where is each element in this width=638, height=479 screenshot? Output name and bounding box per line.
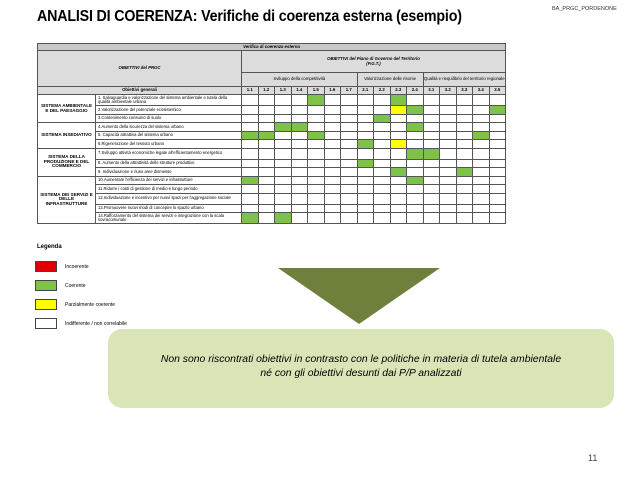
matrix-coherence-cell bbox=[324, 106, 341, 115]
conclusion-line-1: Non sono riscontrati obiettivi in contrasto con le politiche in materia di tutela ambientale bbox=[160, 354, 562, 365]
matrix-coherence-cell bbox=[440, 106, 457, 115]
matrix-coherence-cell bbox=[308, 114, 325, 123]
legend-item bbox=[35, 280, 235, 292]
matrix-column-code: 2.4 bbox=[407, 87, 424, 95]
matrix-objective-label: 8. Aumento della attrattività delle strutture produttive bbox=[96, 159, 242, 168]
matrix-coherence-cell bbox=[324, 148, 341, 159]
matrix-coherence-cell bbox=[489, 185, 506, 194]
matrix-objective-label: 10.Aumentare l'efficienza dei servizi e infrastrutture bbox=[96, 176, 242, 185]
matrix-coherence-cell bbox=[275, 131, 292, 140]
matrix-objective-label: 3.Contenimento consumo di suolo bbox=[96, 114, 242, 123]
matrix-coherence-cell bbox=[374, 159, 391, 168]
matrix-coherence-cell bbox=[473, 159, 490, 168]
matrix-coherence-cell bbox=[341, 204, 358, 213]
matrix-coherence-cell bbox=[374, 185, 391, 194]
matrix-coherence-cell bbox=[456, 185, 473, 194]
conclusion-box bbox=[108, 329, 614, 408]
matrix-objective-label: 6.Rigenerazione del tessuto urbano bbox=[96, 140, 242, 149]
matrix-coherence-cell bbox=[407, 114, 424, 123]
matrix-coherence-cell bbox=[473, 213, 490, 224]
matrix-coherence-cell bbox=[440, 176, 457, 185]
matrix-column-code: 2.3 bbox=[390, 87, 407, 95]
legend-swatch bbox=[35, 280, 57, 291]
matrix-right-header-line2: (P.G.T.) bbox=[366, 60, 381, 66]
matrix-coherence-cell bbox=[341, 106, 358, 115]
matrix-column-code: 3.5 bbox=[489, 87, 506, 95]
legend-label: Coerente bbox=[65, 283, 86, 289]
matrix-coherence-cell bbox=[275, 140, 292, 149]
matrix-column-code: 2.2 bbox=[374, 87, 391, 95]
matrix-area-label: SISTEMA AMBIENTALE E DEL PAESAGGIO bbox=[38, 95, 96, 123]
matrix-coherence-cell bbox=[275, 204, 292, 213]
matrix-objective-label: 11.Ridurre i costi di gestione di medio e lungo periodo bbox=[96, 185, 242, 194]
matrix-coherence-cell bbox=[275, 185, 292, 194]
matrix-left-header: OBIETTIVI del PRGC bbox=[38, 51, 242, 87]
matrix-coherence-cell bbox=[423, 106, 440, 115]
matrix-coherence-cell bbox=[341, 114, 358, 123]
matrix-coherence-cell bbox=[308, 168, 325, 177]
matrix-coherence-cell bbox=[242, 95, 259, 106]
matrix-coherence-cell bbox=[308, 159, 325, 168]
down-arrow-icon bbox=[278, 268, 440, 324]
matrix-coherence-cell bbox=[440, 148, 457, 159]
matrix-coherence-cell bbox=[357, 114, 374, 123]
matrix-coherence-cell bbox=[258, 95, 275, 106]
matrix-group-header: Sviluppo della competitività bbox=[242, 73, 358, 87]
matrix-coherence-cell bbox=[324, 193, 341, 204]
matrix-coherence-cell bbox=[324, 204, 341, 213]
matrix-coherence-cell bbox=[341, 131, 358, 140]
matrix-coherence-cell bbox=[473, 185, 490, 194]
matrix-coherence-cell bbox=[440, 168, 457, 177]
matrix-coherence-cell bbox=[440, 95, 457, 106]
matrix-coherence-cell bbox=[258, 185, 275, 194]
legend-item bbox=[35, 261, 235, 273]
matrix-coherence-cell bbox=[456, 106, 473, 115]
slide-title: ANALISI DI COERENZA: Verifiche di coerenza esterna (esempio) bbox=[37, 8, 462, 25]
conclusion-line-2: né con gli obiettivi desunti dai P/P analizzati bbox=[260, 368, 462, 379]
matrix-coherence-cell bbox=[275, 168, 292, 177]
matrix-coherence-cell bbox=[423, 176, 440, 185]
matrix-coherence-cell bbox=[275, 176, 292, 185]
matrix-coherence-cell bbox=[291, 168, 308, 177]
matrix-coherence-cell bbox=[357, 106, 374, 115]
matrix-coherence-cell bbox=[390, 106, 407, 115]
matrix-coherence-cell bbox=[489, 213, 506, 224]
matrix-objective-label: 4.Aumento della sicurezza del sistema urbano bbox=[96, 123, 242, 132]
matrix-coherence-cell bbox=[341, 95, 358, 106]
matrix-coherence-cell bbox=[242, 148, 259, 159]
matrix-coherence-cell bbox=[407, 204, 424, 213]
matrix-coherence-cell bbox=[423, 193, 440, 204]
matrix-coherence-cell bbox=[258, 204, 275, 213]
matrix-coherence-cell bbox=[324, 95, 341, 106]
matrix-coherence-cell bbox=[258, 106, 275, 115]
matrix-coherence-cell bbox=[456, 131, 473, 140]
matrix-coherence-cell bbox=[291, 193, 308, 204]
matrix-coherence-cell bbox=[275, 159, 292, 168]
matrix-coherence-cell bbox=[357, 131, 374, 140]
matrix-coherence-cell bbox=[324, 168, 341, 177]
matrix-coherence-cell bbox=[374, 193, 391, 204]
matrix-coherence-cell bbox=[423, 148, 440, 159]
matrix-coherence-cell bbox=[291, 140, 308, 149]
matrix-coherence-cell bbox=[407, 106, 424, 115]
matrix-coherence-cell bbox=[242, 168, 259, 177]
matrix-coherence-cell bbox=[242, 185, 259, 194]
matrix-coherence-cell bbox=[473, 204, 490, 213]
matrix-general-objectives-label: Obiettivi generali bbox=[38, 87, 242, 95]
matrix-coherence-cell bbox=[357, 213, 374, 224]
matrix-coherence-cell bbox=[341, 176, 358, 185]
matrix-coherence-cell bbox=[407, 95, 424, 106]
matrix-coherence-cell bbox=[473, 148, 490, 159]
matrix-objective-label: 9. Individuazione e riuso aree dismesse bbox=[96, 168, 242, 177]
matrix-objective-label: 1. Salvaguardia e valorizzazione del sistema ambientale e tutela della qualità ambientale urbana bbox=[96, 95, 242, 106]
matrix-coherence-cell bbox=[341, 168, 358, 177]
matrix-coherence-cell bbox=[275, 95, 292, 106]
matrix-coherence-cell bbox=[275, 193, 292, 204]
matrix-coherence-cell bbox=[390, 114, 407, 123]
matrix-coherence-cell bbox=[390, 159, 407, 168]
matrix-coherence-cell bbox=[357, 148, 374, 159]
matrix-coherence-cell bbox=[242, 131, 259, 140]
matrix-coherence-cell bbox=[489, 204, 506, 213]
matrix-group-header: Valorizzazione delle risorse bbox=[357, 73, 423, 87]
matrix-coherence-cell bbox=[308, 204, 325, 213]
matrix-right-header-line1: OBIETTIVI del Piano di Governo del Territorio bbox=[327, 56, 420, 61]
matrix-coherence-cell bbox=[374, 204, 391, 213]
matrix-coherence-cell bbox=[291, 204, 308, 213]
matrix-coherence-cell bbox=[440, 185, 457, 194]
matrix-coherence-cell bbox=[456, 168, 473, 177]
matrix-coherence-cell bbox=[308, 213, 325, 224]
matrix-objective-label: 13.Promuovere nuovi modi di concepire lo spazio urbano bbox=[96, 204, 242, 213]
matrix-column-code: 1.2 bbox=[258, 87, 275, 95]
matrix-coherence-cell bbox=[357, 159, 374, 168]
matrix-coherence-cell bbox=[489, 148, 506, 159]
matrix-objective-label: 7.Sviluppo attività economiche legate all'efficientamento energetico bbox=[96, 148, 242, 159]
matrix-column-code: 3.4 bbox=[473, 87, 490, 95]
matrix-right-header bbox=[242, 51, 506, 73]
matrix-coherence-cell bbox=[423, 140, 440, 149]
matrix-coherence-cell bbox=[489, 106, 506, 115]
matrix-coherence-cell bbox=[357, 176, 374, 185]
matrix-coherence-cell bbox=[440, 193, 457, 204]
matrix-coherence-cell bbox=[291, 123, 308, 132]
matrix-coherence-cell bbox=[423, 123, 440, 132]
matrix-coherence-cell bbox=[456, 176, 473, 185]
matrix-coherence-cell bbox=[341, 159, 358, 168]
coherence-matrix bbox=[37, 43, 506, 224]
matrix-coherence-cell bbox=[258, 148, 275, 159]
matrix-coherence-cell bbox=[456, 123, 473, 132]
legend-label: Incoerente bbox=[65, 264, 89, 270]
matrix-coherence-cell bbox=[440, 140, 457, 149]
matrix-coherence-cell bbox=[489, 193, 506, 204]
matrix-coherence-cell bbox=[357, 140, 374, 149]
matrix-coherence-cell bbox=[390, 204, 407, 213]
matrix-coherence-cell bbox=[242, 204, 259, 213]
matrix-coherence-cell bbox=[291, 159, 308, 168]
matrix-coherence-cell bbox=[357, 204, 374, 213]
matrix-coherence-cell bbox=[440, 213, 457, 224]
matrix-coherence-cell bbox=[357, 193, 374, 204]
matrix-coherence-cell bbox=[390, 185, 407, 194]
matrix-coherence-cell bbox=[473, 168, 490, 177]
matrix-coherence-cell bbox=[374, 168, 391, 177]
matrix-coherence-cell bbox=[407, 213, 424, 224]
matrix-coherence-cell bbox=[456, 159, 473, 168]
matrix-coherence-cell bbox=[423, 213, 440, 224]
matrix-coherence-cell bbox=[489, 168, 506, 177]
matrix-coherence-cell bbox=[489, 140, 506, 149]
matrix-coherence-cell bbox=[423, 168, 440, 177]
matrix-coherence-cell bbox=[489, 95, 506, 106]
matrix-coherence-cell bbox=[390, 140, 407, 149]
matrix-coherence-cell bbox=[291, 185, 308, 194]
matrix-coherence-cell bbox=[390, 148, 407, 159]
legend-label: Indifferente / non correlabile bbox=[65, 321, 127, 327]
matrix-coherence-cell bbox=[456, 193, 473, 204]
matrix-coherence-cell bbox=[291, 148, 308, 159]
matrix-coherence-cell bbox=[374, 140, 391, 149]
conclusion-text bbox=[108, 353, 614, 381]
matrix-coherence-cell bbox=[407, 123, 424, 132]
legend-swatch bbox=[35, 261, 57, 272]
legend-item bbox=[35, 299, 235, 311]
matrix-coherence-cell bbox=[440, 123, 457, 132]
matrix-column-code: 1.4 bbox=[291, 87, 308, 95]
matrix-coherence-cell bbox=[291, 106, 308, 115]
matrix-group-header: Qualità e riequilibrio del territorio regionale bbox=[423, 73, 506, 87]
matrix-coherence-cell bbox=[374, 106, 391, 115]
matrix-coherence-cell bbox=[456, 140, 473, 149]
matrix-coherence-cell bbox=[258, 176, 275, 185]
matrix-coherence-cell bbox=[489, 176, 506, 185]
matrix-column-code: 2.1 bbox=[357, 87, 374, 95]
matrix-column-code: 1.7 bbox=[341, 87, 358, 95]
matrix-coherence-cell bbox=[341, 123, 358, 132]
matrix-coherence-cell bbox=[456, 148, 473, 159]
matrix-area-label: SISTEMA DEI SERVIZI E DELLE INFRASTRUTTURE bbox=[38, 176, 96, 224]
matrix-coherence-cell bbox=[357, 123, 374, 132]
matrix-coherence-cell bbox=[489, 159, 506, 168]
matrix-coherence-cell bbox=[242, 123, 259, 132]
matrix-coherence-cell bbox=[242, 176, 259, 185]
matrix-coherence-cell bbox=[308, 148, 325, 159]
matrix-coherence-cell bbox=[308, 95, 325, 106]
matrix-coherence-cell bbox=[275, 213, 292, 224]
matrix-coherence-cell bbox=[374, 114, 391, 123]
page-number: 11 bbox=[588, 453, 598, 463]
matrix-coherence-cell bbox=[291, 95, 308, 106]
matrix-coherence-cell bbox=[324, 114, 341, 123]
matrix-objective-label: 5. Capacità attrattiva del sistema urbano bbox=[96, 131, 242, 140]
matrix-coherence-cell bbox=[357, 168, 374, 177]
matrix-column-code: 1.1 bbox=[242, 87, 259, 95]
matrix-coherence-cell bbox=[456, 95, 473, 106]
matrix-coherence-cell bbox=[407, 176, 424, 185]
matrix-coherence-cell bbox=[341, 148, 358, 159]
matrix-coherence-cell bbox=[242, 114, 259, 123]
matrix-coherence-cell bbox=[374, 95, 391, 106]
matrix-coherence-cell bbox=[423, 131, 440, 140]
matrix-coherence-cell bbox=[473, 95, 490, 106]
matrix-coherence-cell bbox=[374, 176, 391, 185]
matrix-coherence-cell bbox=[473, 140, 490, 149]
matrix-coherence-cell bbox=[308, 106, 325, 115]
matrix-coherence-cell bbox=[258, 213, 275, 224]
matrix-coherence-cell bbox=[258, 131, 275, 140]
matrix-coherence-cell bbox=[407, 185, 424, 194]
matrix-coherence-cell bbox=[390, 95, 407, 106]
matrix-objective-label: 14.Rafforzamento del sistema dei servizi e integrazione con la scala sovracomunale bbox=[96, 213, 242, 224]
matrix-coherence-cell bbox=[324, 159, 341, 168]
matrix-coherence-cell bbox=[473, 123, 490, 132]
matrix-coherence-cell bbox=[374, 131, 391, 140]
matrix-coherence-cell bbox=[258, 168, 275, 177]
matrix-coherence-cell bbox=[324, 213, 341, 224]
down-arrow-shape bbox=[278, 268, 440, 324]
matrix-coherence-cell bbox=[473, 114, 490, 123]
matrix-coherence-cell bbox=[390, 131, 407, 140]
matrix-coherence-cell bbox=[341, 185, 358, 194]
matrix-coherence-cell bbox=[374, 123, 391, 132]
matrix-column-code: 3.1 bbox=[423, 87, 440, 95]
legend-swatch bbox=[35, 318, 57, 329]
matrix-coherence-cell bbox=[258, 123, 275, 132]
matrix-coherence-cell bbox=[291, 131, 308, 140]
matrix-top-header: Verifica di coerenza esterna bbox=[38, 44, 506, 51]
matrix-coherence-cell bbox=[258, 159, 275, 168]
matrix-column-code: 1.3 bbox=[275, 87, 292, 95]
matrix-coherence-cell bbox=[390, 213, 407, 224]
matrix-coherence-cell bbox=[407, 148, 424, 159]
matrix-coherence-cell bbox=[423, 159, 440, 168]
matrix-coherence-cell bbox=[308, 193, 325, 204]
matrix-coherence-cell bbox=[308, 140, 325, 149]
matrix-coherence-cell bbox=[258, 193, 275, 204]
matrix-coherence-cell bbox=[374, 213, 391, 224]
matrix-coherence-cell bbox=[423, 95, 440, 106]
matrix-coherence-cell bbox=[324, 123, 341, 132]
matrix-coherence-cell bbox=[423, 114, 440, 123]
matrix-coherence-cell bbox=[489, 131, 506, 140]
matrix-coherence-cell bbox=[242, 106, 259, 115]
matrix-coherence-cell bbox=[456, 204, 473, 213]
legend-label: Parzialmente coerente bbox=[65, 302, 116, 308]
matrix-coherence-cell bbox=[242, 140, 259, 149]
matrix-coherence-cell bbox=[489, 114, 506, 123]
matrix-column-code: 1.5 bbox=[308, 87, 325, 95]
matrix-coherence-cell bbox=[473, 193, 490, 204]
matrix-coherence-cell bbox=[324, 176, 341, 185]
matrix-coherence-cell bbox=[242, 213, 259, 224]
matrix-coherence-cell bbox=[308, 131, 325, 140]
matrix-coherence-cell bbox=[407, 131, 424, 140]
matrix-coherence-cell bbox=[440, 131, 457, 140]
matrix-coherence-cell bbox=[489, 123, 506, 132]
matrix-coherence-cell bbox=[341, 193, 358, 204]
matrix-area-label: SISTEMA INSEDIATIVO bbox=[38, 123, 96, 149]
legend-swatch bbox=[35, 299, 57, 310]
matrix-coherence-cell bbox=[407, 193, 424, 204]
matrix-coherence-cell bbox=[308, 176, 325, 185]
matrix-coherence-cell bbox=[291, 176, 308, 185]
matrix-coherence-cell bbox=[440, 114, 457, 123]
matrix-coherence-cell bbox=[473, 131, 490, 140]
matrix-coherence-cell bbox=[407, 140, 424, 149]
matrix-coherence-cell bbox=[407, 159, 424, 168]
matrix-coherence-cell bbox=[440, 204, 457, 213]
matrix-coherence-cell bbox=[308, 123, 325, 132]
matrix-coherence-cell bbox=[242, 159, 259, 168]
matrix-coherence-cell bbox=[324, 131, 341, 140]
matrix-coherence-cell bbox=[341, 213, 358, 224]
matrix-coherence-cell bbox=[440, 159, 457, 168]
matrix-column-code: 3.3 bbox=[456, 87, 473, 95]
matrix-coherence-cell bbox=[275, 106, 292, 115]
matrix-coherence-cell bbox=[390, 168, 407, 177]
matrix-coherence-cell bbox=[390, 123, 407, 132]
matrix-coherence-cell bbox=[390, 193, 407, 204]
matrix-coherence-cell bbox=[275, 114, 292, 123]
matrix-coherence-cell bbox=[291, 114, 308, 123]
matrix-coherence-cell bbox=[390, 176, 407, 185]
matrix-coherence-cell bbox=[275, 148, 292, 159]
matrix-coherence-cell bbox=[357, 185, 374, 194]
matrix-coherence-cell bbox=[473, 106, 490, 115]
matrix-coherence-cell bbox=[275, 123, 292, 132]
matrix-coherence-cell bbox=[456, 213, 473, 224]
matrix-coherence-cell bbox=[291, 213, 308, 224]
matrix-coherence-cell bbox=[324, 185, 341, 194]
matrix-coherence-cell bbox=[407, 168, 424, 177]
matrix-coherence-cell bbox=[374, 148, 391, 159]
matrix-coherence-cell bbox=[258, 140, 275, 149]
matrix-coherence-cell bbox=[423, 204, 440, 213]
matrix-coherence-cell bbox=[242, 193, 259, 204]
matrix-column-code: 3.2 bbox=[440, 87, 457, 95]
matrix-coherence-cell bbox=[341, 140, 358, 149]
matrix-objective-label: 12.Individuazione e incentivo per nuovi spazi per l'aggregazione sociale bbox=[96, 193, 242, 204]
matrix-coherence-cell bbox=[308, 185, 325, 194]
matrix-coherence-cell bbox=[357, 95, 374, 106]
matrix-objective-label: 2.Valorizzazione del potenziale ecosistemico bbox=[96, 106, 242, 115]
matrix-area-label: SISTEMA DELLA PRODUZIONE E DEL COMMERCIO bbox=[38, 148, 96, 176]
matrix-coherence-cell bbox=[473, 176, 490, 185]
document-reference-code: BA_PRGC_PORDENONE bbox=[552, 6, 617, 12]
matrix-coherence-cell bbox=[423, 185, 440, 194]
matrix-column-code: 1.6 bbox=[324, 87, 341, 95]
matrix-coherence-cell bbox=[258, 114, 275, 123]
matrix-coherence-cell bbox=[456, 114, 473, 123]
matrix-coherence-cell bbox=[324, 140, 341, 149]
legend-title: Legenda bbox=[37, 244, 62, 250]
